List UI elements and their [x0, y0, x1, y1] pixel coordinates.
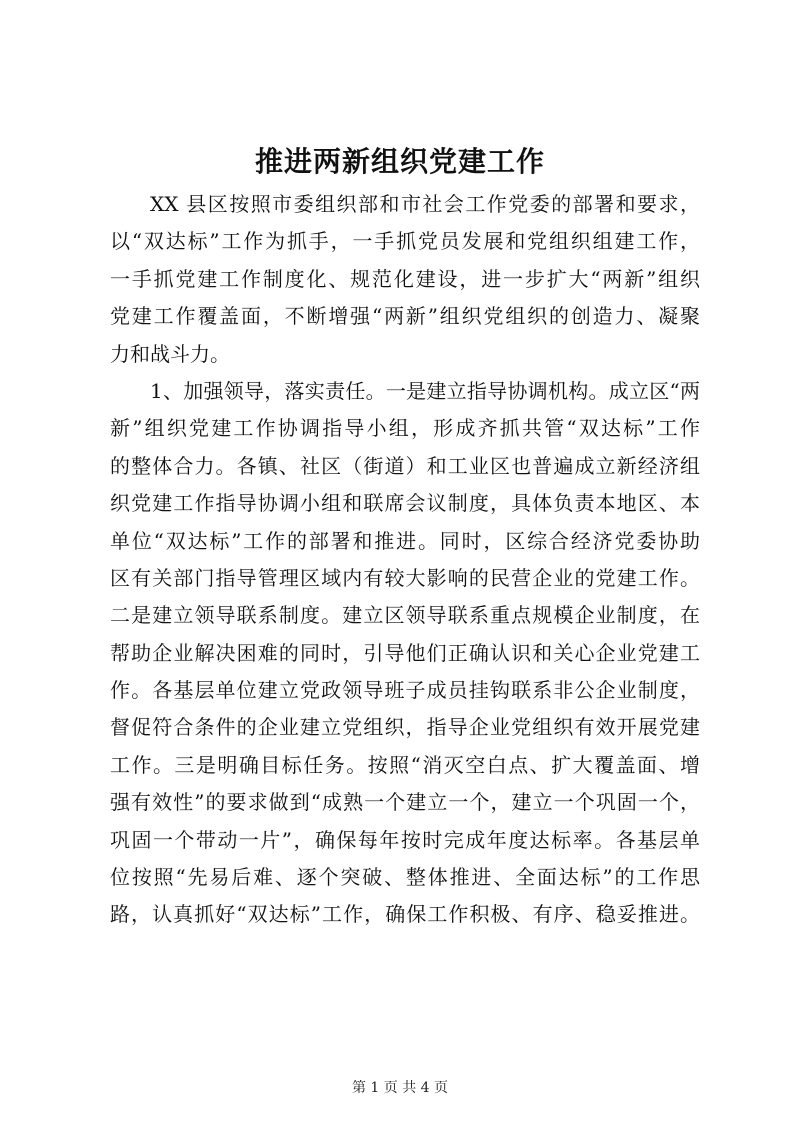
- paragraph-2-line: 路，认真抓好“双达标”工作，确保工作积极、有序、稳妥推进。: [110, 902, 700, 927]
- paragraph-1-line: XX 县区按照市委组织部和市社会工作党委的部署和要求，: [150, 192, 700, 216]
- paragraph-1-line: 以“双达标”工作为抓手，一手抓党员发展和党组织组建工作，: [110, 229, 700, 254]
- paragraph-2-line: 督促符合条件的企业建立党组织，指导企业党组织有效开展党建: [110, 715, 700, 740]
- page-title: 推进两新组织党建工作: [254, 145, 545, 178]
- paragraph-1-line: 力和战斗力。: [110, 341, 230, 366]
- paragraph-2-line: 帮助企业解决困难的同时，引导他们正确认识和关心企业党建工: [110, 640, 700, 665]
- paragraph-2-line: 区有关部门指导管理区域内有较大影响的民营企业的党建工作。: [110, 565, 700, 590]
- document-body: [110, 186, 700, 934]
- paragraph-2-line: 强有效性”的要求做到“成熟一个建立一个，建立一个巩固一个，: [110, 790, 700, 815]
- page-indicator: 第 1 页 共 4 页: [351, 1080, 449, 1096]
- paragraph-2-line: 二是建立领导联系制度。建立区领导联系重点规模企业制度，在: [110, 603, 700, 628]
- paragraph-2-line: 的整体合力。各镇、社区（街道）和工业区也普遍成立新经济组: [110, 453, 700, 478]
- paragraph-2-line: 巩固一个带动一片”，确保每年按时完成年度达标率。各基层单: [110, 827, 700, 852]
- paragraph-2-line: 工作。三是明确目标任务。按照“消灭空白点、扩大覆盖面、增: [110, 752, 700, 777]
- paragraph-2-line: 1、加强领导，落实责任。一是建立指导协调机构。成立区“两: [150, 378, 700, 403]
- paragraph-2-line: 单位“双达标”工作的部署和推进。同时，区综合经济党委协助: [110, 528, 700, 553]
- paragraph-2-line: 作。各基层单位建立党政领导班子成员挂钩联系非公企业制度，: [110, 678, 700, 703]
- paragraph-2-line: 织党建工作指导协调小组和联席会议制度，具体负责本地区、本: [110, 491, 700, 516]
- paragraph-1-line: 党建工作覆盖面，不断增强“两新”组织党组织的创造力、凝聚: [110, 304, 700, 329]
- paragraph-2-line: 位按照“先易后难、逐个突破、整体推进、全面达标”的工作思: [110, 865, 700, 890]
- paragraph-1-line: 一手抓党建工作制度化、规范化建设，进一步扩大“两新”组织: [110, 266, 700, 291]
- paragraph-2-line: 新”组织党建工作协调指导小组，形成齐抓共管“双达标”工作: [110, 416, 700, 441]
